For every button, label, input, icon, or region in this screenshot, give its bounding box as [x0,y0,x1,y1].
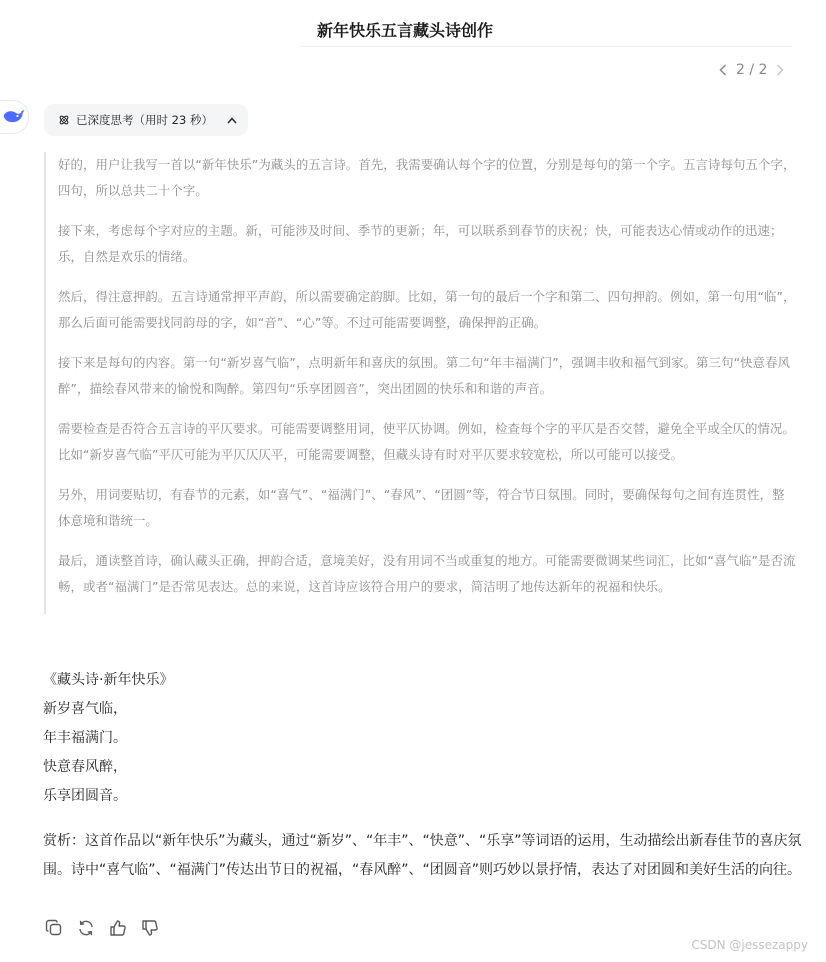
previous-response-button[interactable] [719,64,727,76]
deep-thinking-toggle[interactable] [44,104,248,136]
poem-line: 乐享团圆音。 [43,788,127,804]
atom-icon [58,114,70,126]
reasoning-paragraph: 接下来是每句的内容。第一句“新岁喜气临”，点明新年和喜庆的氛围。第二句“年丰福满门”，强调丰收和福气到家。第三句“快意春风醉”，描绘春风带来的愉悦和陶醉。第四句“乐享团圆音”，突出团圆的快乐和和谐的声音。 [58,355,791,396]
appreciation-text: 赏析：这首作品以“新年快乐”为藏头，通过“新岁”、“年丰”、“快意”、“乐享”等词语的运用，生动描绘出新春佳节的喜庆氛围。诗中“喜气临”、“福满门”传达出节日的祝福，“春风醉”、“团圆音”则巧妙以景抒情，表达了对团圆和美好生活的向往。 [43,833,802,878]
reasoning-paragraph: 接下来，考虑每个字对应的主题。新，可能涉及时间、季节的更新；年，可以联系到春节的庆祝；快，可能表达心情或动作的迅速；乐，自然是欢乐的情绪。 [58,223,783,264]
title-divider [300,46,792,47]
pager-count: 2 / 2 [736,62,768,78]
reasoning-paragraph: 好的，用户让我写一首以“新年快乐”为藏头的五言诗。首先，我需要确认每个字的位置，分别是每句的第一个字。五言诗每句五个字，四句，所以总共二十个字。 [58,157,796,198]
assistant-avatar [0,100,29,134]
conversation-title: 新年快乐五言藏头诗创作 [316,21,493,40]
like-button[interactable] [108,918,128,938]
poem-title: 《藏头诗·新年快乐》 [43,672,174,688]
message-actions [44,918,160,938]
reasoning-paragraph: 然后，得注意押韵。五言诗通常押平声韵，所以需要确定韵脚。比如，第一句的最后一个字和第二、四句押韵。例如，第一句用“临”，那么后面可能需要找同韵母的字，如“音”、“心”等。不过可能需要调整，确保押韵正确。 [58,289,796,330]
thumbs-up-icon [109,919,127,937]
chevron-up-icon [227,117,237,124]
next-response-button[interactable] [776,64,784,76]
thinking-duration-label: 已深度思考（用时 23 秒） [76,113,213,127]
reasoning-paragraph: 最后，通读整首诗，确认藏头正确，押韵合适，意境美好，没有用词不当或重复的地方。可能需要微调某些词汇，比如“喜气临”是否流畅，或者“福满门”是否常见表达。总的来说，这首诗应该符合用户的要求，简洁明了地传达新年的祝福和快乐。 [58,553,796,594]
refresh-icon [77,919,95,937]
poem-line: 快意春风醉， [43,759,127,775]
whale-logo-icon [3,109,25,125]
watermark: CSDN @jessezappy [691,938,808,952]
reasoning-paragraph: 需要检查是否符合五言诗的平仄要求。可能需要调整用词，使平仄协调。例如，检查每个字的平仄是否交替，避免全平或全仄的情况。比如“新岁喜气临”平仄可能为平仄仄仄平，可能需要调整，但藏头诗有时对平仄要求较宽松，所以可能可以接受。 [58,421,795,462]
chevron-right-icon [776,64,784,76]
answer-block [43,666,803,885]
reasoning-paragraph: 另外，用词要贴切，有春节的元素，如“喜气”、“福满门”、“春风”、“团圆”等，符合节日氛围。同时，要确保每句之间有连贯性，整体意境和谐统一。 [58,487,785,528]
response-pager [719,60,784,80]
chevron-left-icon [719,64,727,76]
thumbs-down-icon [141,919,159,937]
poem-line: 新岁喜气临， [43,701,127,717]
copy-button[interactable] [44,918,64,938]
poem-line: 年丰福满门。 [43,730,127,746]
dislike-button[interactable] [140,918,160,938]
regenerate-button[interactable] [76,918,96,938]
reasoning-block [44,152,796,614]
copy-icon [45,919,63,937]
